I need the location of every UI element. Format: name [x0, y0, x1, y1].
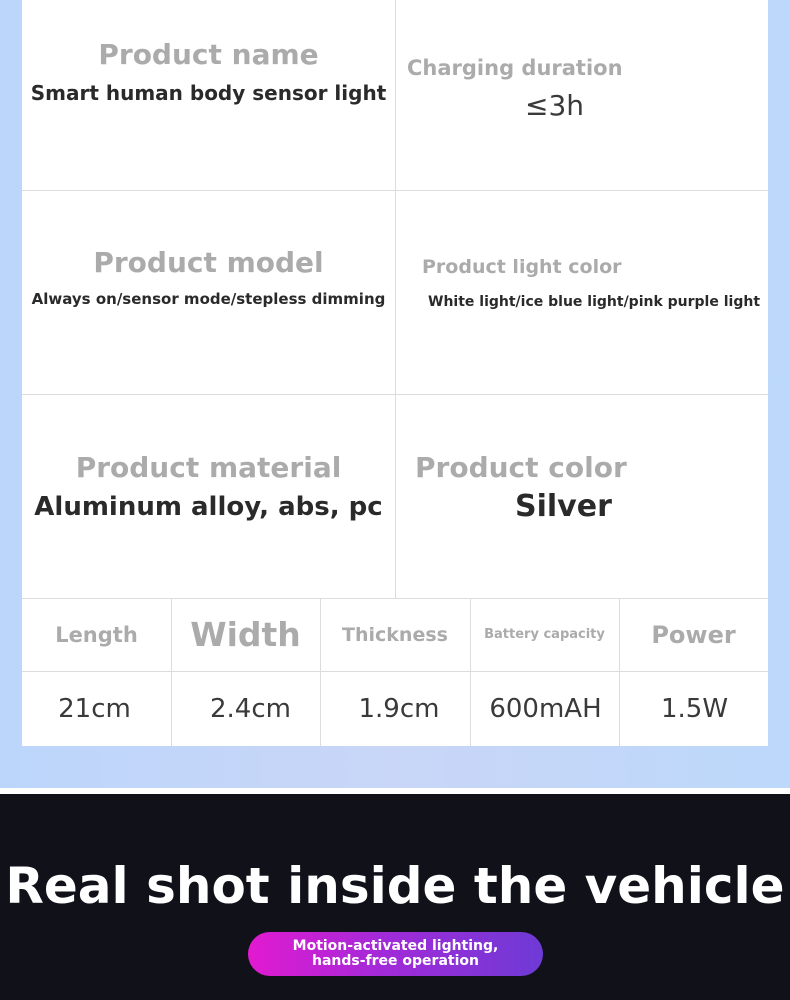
spec-value: Silver — [515, 489, 612, 524]
spec-cell-color — [395, 394, 768, 598]
banner-headline: Real shot inside the vehicle — [5, 857, 785, 915]
feature-pill-line-1: Motion-activated lighting, — [292, 938, 499, 954]
dim-value-power: 1.5W — [660, 693, 729, 724]
dim-label-power: Power — [651, 620, 736, 649]
spec-cell-product-model — [22, 190, 395, 394]
spec-cell-material — [22, 394, 395, 598]
spec-cell-light-color — [395, 190, 768, 394]
spec-label: Product material — [75, 451, 342, 484]
spec-value: White light/ice blue light/pink purple light — [428, 294, 761, 310]
spec-value: Smart human body sensor light — [30, 81, 387, 105]
spec-table — [22, 0, 768, 746]
dim-value-width: 2.4cm — [210, 693, 291, 724]
dim-label-length: Length — [55, 622, 138, 647]
spec-label: Charging duration — [407, 56, 623, 80]
dim-label-width: Width — [190, 615, 301, 654]
spec-label: Product light color — [422, 256, 622, 278]
dim-label-battery-capacity: Battery capacity — [484, 627, 605, 642]
dim-value-length: 21cm — [58, 693, 131, 724]
spec-label: Product name — [98, 38, 319, 71]
spec-label: Product model — [93, 246, 324, 279]
spec-value: Always on/sensor mode/stepless dimming — [31, 290, 386, 308]
dim-label-thickness: Thickness — [342, 623, 448, 646]
feature-pill — [248, 932, 543, 976]
dim-value-thickness: 1.9cm — [358, 693, 440, 724]
spec-label: Product color — [415, 451, 627, 484]
spec-value: ≤3h — [525, 89, 585, 122]
feature-pill-line-2: hands-free operation — [312, 953, 479, 969]
spec-cell-product-name — [22, 0, 395, 190]
spec-cell-charging-duration — [395, 0, 768, 190]
spec-value: Aluminum alloy, abs, pc — [34, 492, 383, 522]
dim-value-battery-capacity: 600mAH — [489, 693, 602, 724]
